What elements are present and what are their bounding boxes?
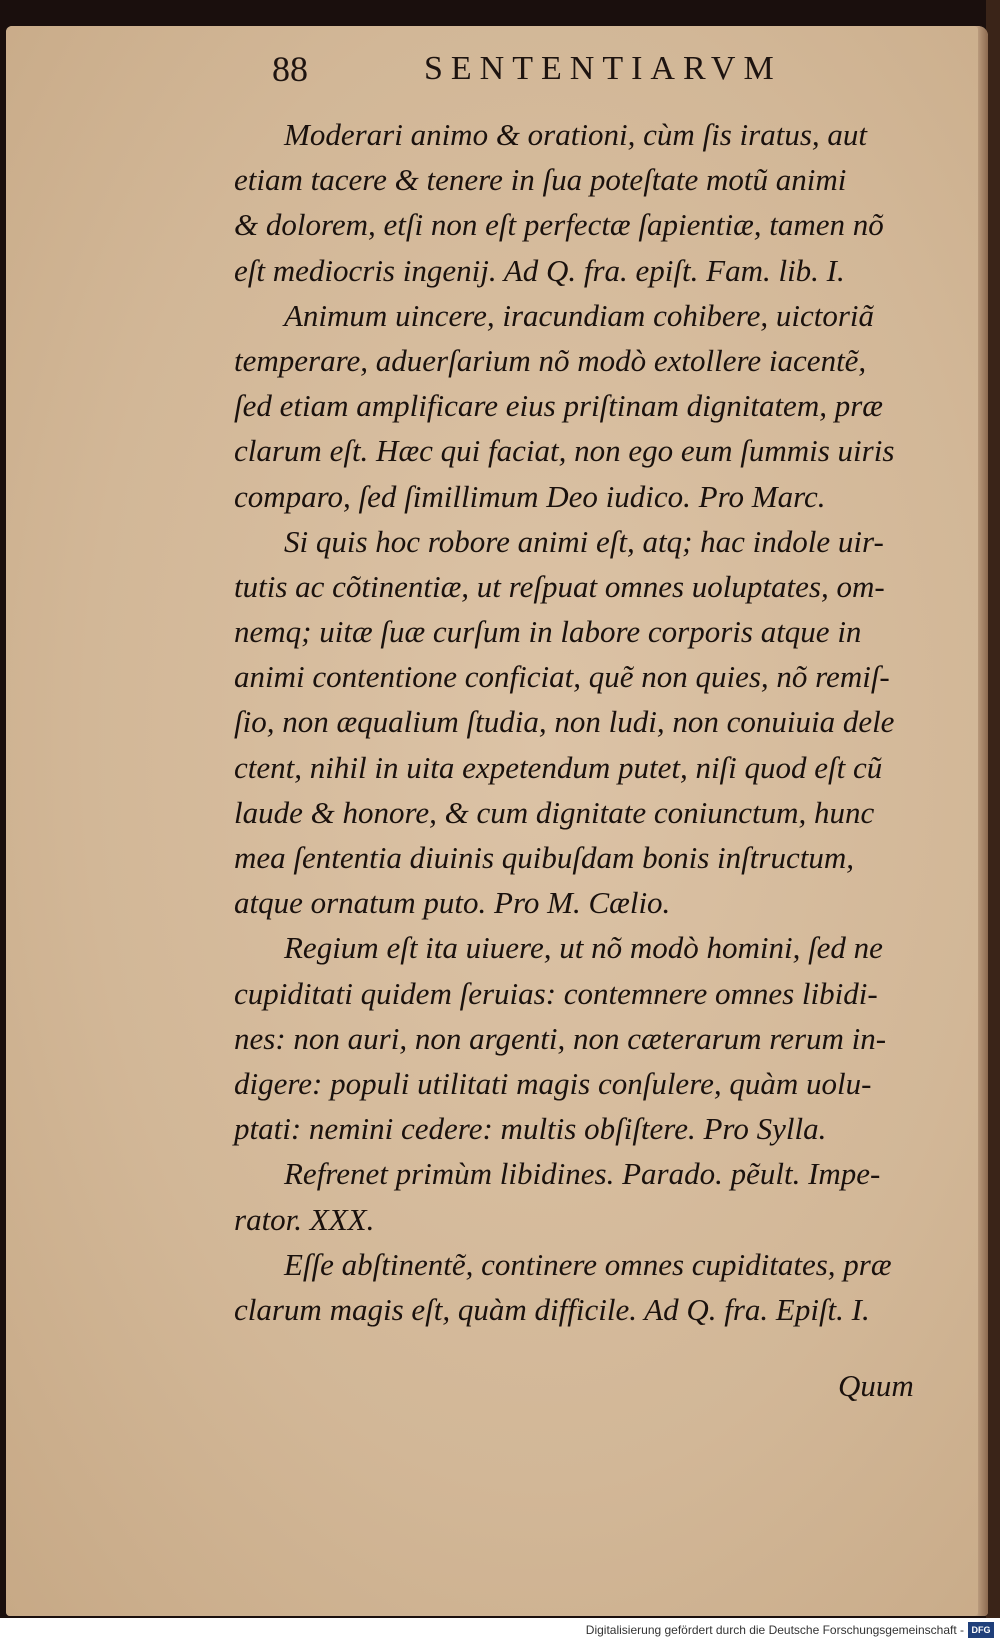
paragraph: [234, 1242, 934, 1332]
text-line: digere: populi utilitati magis conſulere, quàm uolu-: [234, 1065, 872, 1101]
text-line: comparo, ſed ſimillimum Deo iudico. Pro Marc.: [234, 478, 826, 514]
text-line: ctent, nihil in uita expetendum putet, niſi quod eſt cũ: [234, 749, 883, 785]
paragraph: [234, 293, 934, 519]
text-line: clarum magis eſt, quàm difficile. Ad Q. fra. Epiſt. I.: [234, 1291, 870, 1327]
text-line: ſio, non æqualium ſtudia, non ludi, non conuiuia dele: [234, 704, 895, 740]
text-line: nes: non auri, non argenti, non cæterarum rerum in-: [234, 1020, 887, 1056]
text-line: clarum eſt. Hæc qui faciat, non ego eum ſummis uiris: [234, 433, 895, 469]
text-line: etiam tacere & tenere in ſua poteſtate motũ animi: [234, 162, 847, 198]
body-text: [234, 112, 934, 1332]
dfg-logo-icon: DFG: [968, 1622, 994, 1638]
text-line: & dolorem, etſi non eſt perfectæ ſapientiæ, tamen nõ: [234, 207, 884, 243]
text-line: temperare, aduerſarium nõ modò extollere iacentẽ,: [234, 342, 867, 378]
running-head: SENTENTIARVM: [424, 50, 782, 87]
text-line: ſed etiam amplificare eius priſtinam dignitatem, præ: [234, 388, 883, 424]
paragraph: [234, 519, 934, 926]
page-number: 88: [272, 49, 308, 89]
text-line: eſt mediocris ingenij. Ad Q. fra. epiſt. Fam. lib. I.: [234, 252, 845, 288]
page-fore-edge: [978, 26, 988, 1616]
text-line: Si quis hoc robore animi eſt, atq; hac indole uir-: [284, 523, 884, 559]
text-line: mea ſententia diuinis quibuſdam bonis inſtructum,: [234, 840, 854, 875]
footer-bar: [0, 1618, 1000, 1644]
book-cover-edge: [986, 0, 1000, 1618]
text-line: cupiditati quidem ſeruias: contemnere omnes libidi-: [234, 975, 878, 1011]
page-header: [272, 48, 832, 104]
text-line: Eſſe abſtinentẽ, continere omnes cupiditates, præ: [284, 1246, 892, 1282]
text-line: Moderari animo & orationi, cùm ſis iratus, aut: [284, 117, 867, 152]
dfg-credit-text: Digitalisierung gefördert durch die Deutsche Forschungsgemeinschaft -: [585, 1623, 964, 1637]
text-line: ptati: nemini cedere: multis obſiſtere. Pro Sylla.: [234, 1111, 827, 1147]
text-line: nemq; uitæ ſuæ curſum in labore corporis atque in: [234, 614, 862, 650]
paragraph: [234, 925, 934, 1151]
paragraph: [234, 112, 934, 293]
text-line: Regium eſt ita uiuere, ut nõ modò homini, ſed ne: [284, 930, 883, 966]
catchword: Quum: [838, 1368, 914, 1403]
text-line: atque ornatum puto. Pro M. Cælio.: [234, 885, 671, 921]
text-line: tutis ac cõtinentiæ, ut reſpuat omnes uoluptates, om-: [234, 568, 885, 604]
text-line: rator. XXX.: [234, 1201, 375, 1237]
text-line: Refrenet primùm libidines. Parado. pẽult. Impe-: [284, 1156, 881, 1192]
text-line: Animum uincere, iracundiam cohibere, uictoriã: [284, 297, 875, 333]
paragraph: [234, 1151, 934, 1241]
text-line: animi contentione conficiat, quẽ non quies, nõ remiſ-: [234, 659, 890, 695]
text-line: laude & honore, & cum dignitate coniunctum, hunc: [234, 794, 875, 830]
